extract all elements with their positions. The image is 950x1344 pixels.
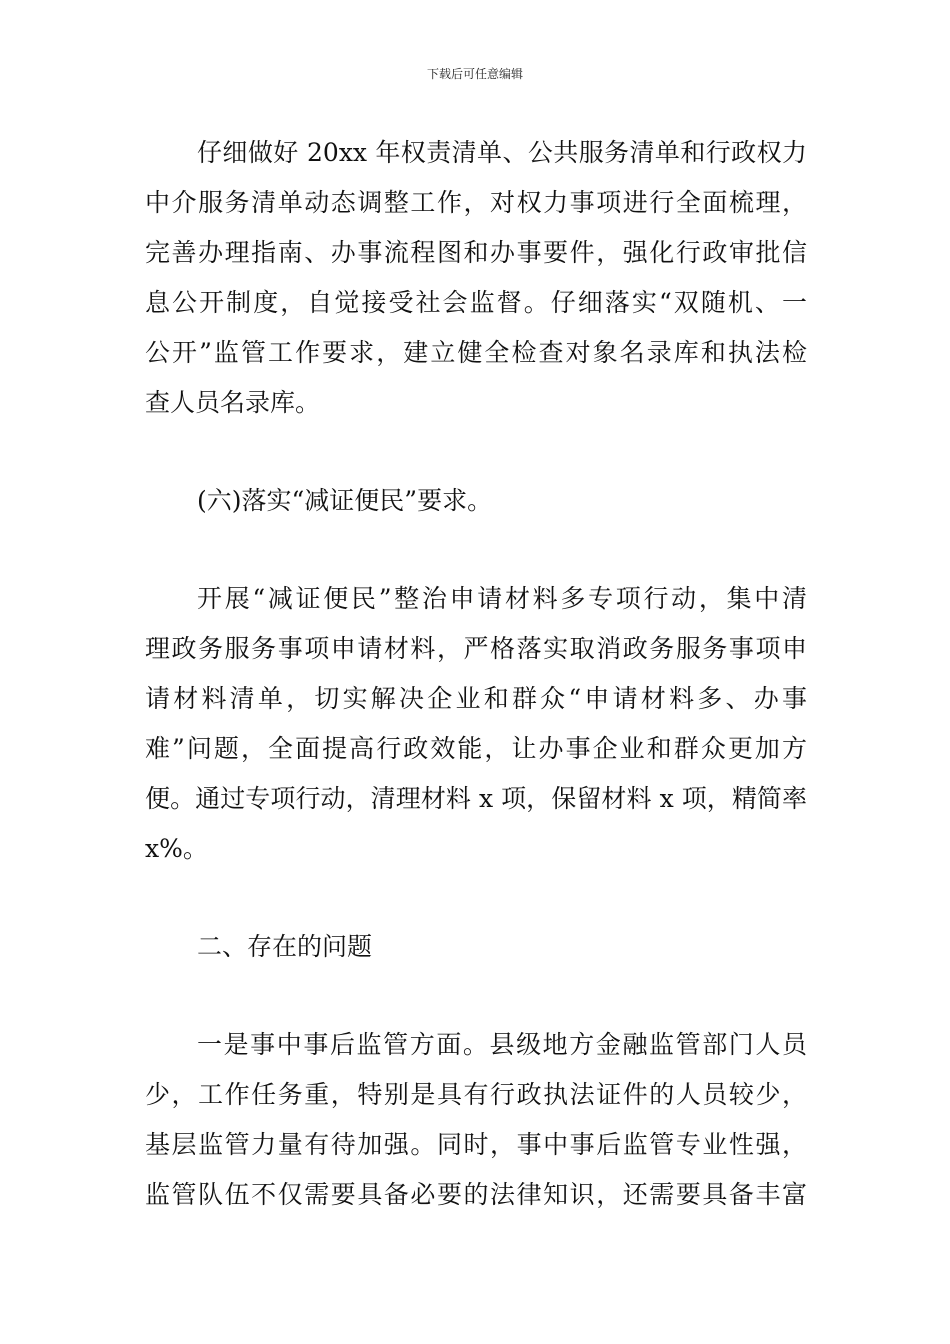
text-line: 一是事中事后监管方面。县级地方金融监管部门人员	[197, 1030, 807, 1059]
text-line: 息公开制度，自觉接受社会监督。仔细落实“双随机、一	[145, 288, 807, 317]
section-heading-six	[145, 476, 807, 526]
text-line: 监管队伍不仅需要具备必要的法律知识，还需要具备丰富	[145, 1180, 807, 1209]
text-line: 公开”监管工作要求，建立健全检查对象名录库和执法检	[145, 338, 807, 367]
text-line: 完善办理指南、办事流程图和办事要件，强化行政审批信	[145, 238, 807, 267]
text-line: 基层监管力量有待加强。同时，事中事后监管专业性强，	[145, 1130, 807, 1159]
text-line: 少，工作任务重，特别是具有行政执法证件的人员较少，	[145, 1080, 807, 1109]
heading-line: 二、存在的问题	[197, 932, 373, 961]
text-line: 理政务服务事项申请材料，严格落实取消政务服务事项申	[145, 634, 807, 663]
text-line: 难”问题，全面提高行政效能，让办事企业和群众更加方	[145, 734, 807, 763]
document-body	[145, 128, 807, 1220]
text-line: 便。通过专项行动，清理材料 x 项，保留材料 x 项，精简率	[145, 784, 807, 813]
page-header-note: 下载后可任意编辑	[426, 67, 523, 81]
text-line: 开展“减证便民”整治申请材料多专项行动，集中清	[197, 584, 807, 613]
section-heading-problems	[145, 922, 807, 972]
text-line: 仔细做好 20xx 年权责清单、公共服务清单和行政权力	[197, 138, 807, 167]
text-line: 中介服务清单动态调整工作，对权力事项进行全面梳理，	[145, 188, 807, 217]
paragraph-duty-list	[145, 128, 807, 428]
paragraph-reduce-certificates	[145, 574, 807, 874]
paragraph-supervision	[145, 1020, 807, 1220]
text-line: 请材料清单，切实解决企业和群众“申请材料多、办事	[145, 684, 807, 713]
text-line: 查人员名录库。	[145, 388, 321, 417]
heading-line: (六)落实“减证便民”要求。	[197, 486, 493, 515]
text-line: x%。	[145, 834, 208, 863]
